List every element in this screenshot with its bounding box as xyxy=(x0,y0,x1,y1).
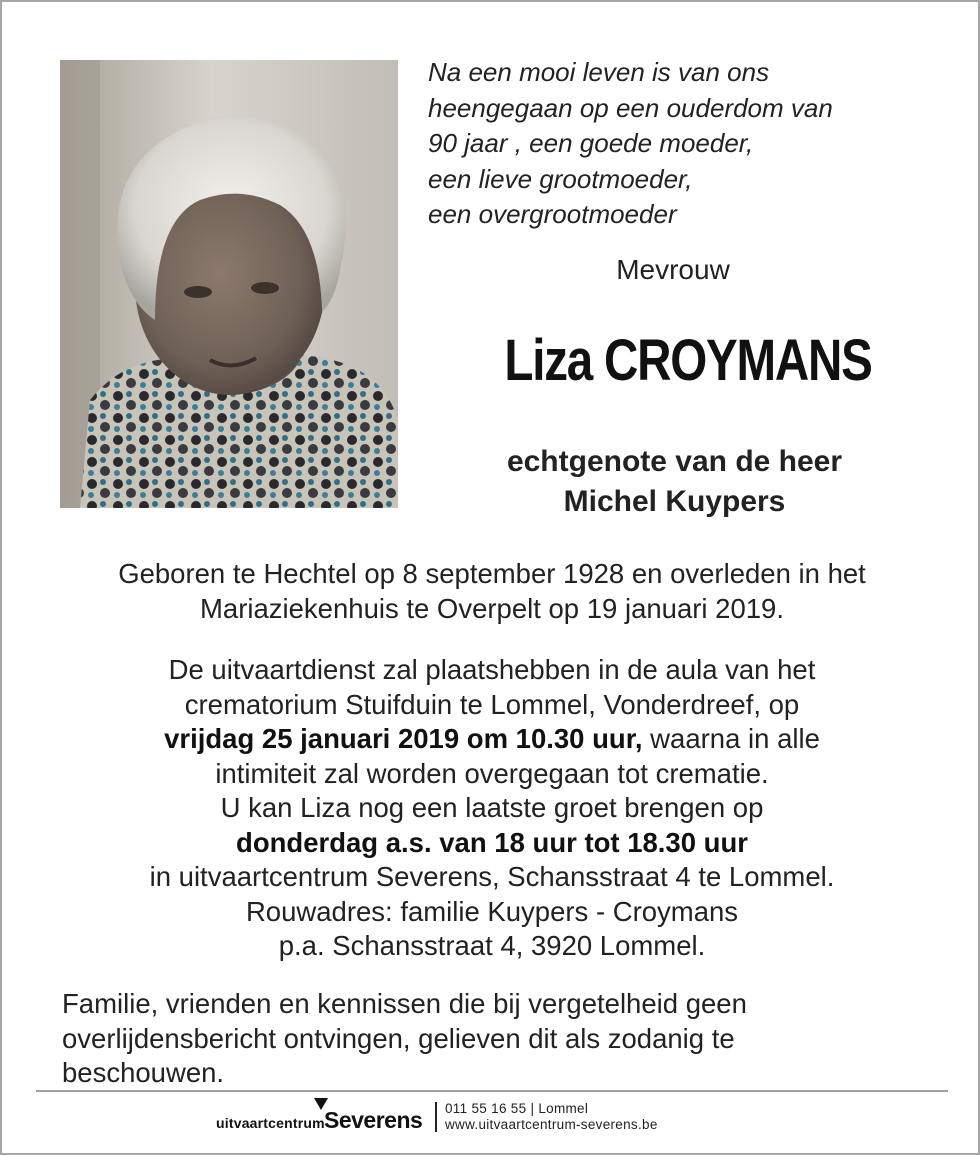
honorific: Mevrouw xyxy=(616,254,730,285)
service-line xyxy=(42,722,942,757)
footer-separator xyxy=(435,1102,437,1132)
visitation-time-text: donderdag a.s. van 18 uur tot 18.30 uur xyxy=(236,826,748,858)
spouse-info xyxy=(422,442,927,522)
visitation-time xyxy=(42,826,942,861)
mourning-address: Rouwadres: familie Kuypers - Croymans xyxy=(245,895,739,927)
footer-contact xyxy=(445,1101,658,1133)
service-line: intimiteit zal worden overgegaan tot crematie. xyxy=(215,757,769,789)
footer xyxy=(2,1092,980,1152)
poem-line: een lieve grootmoeder, xyxy=(428,163,693,194)
poem-line: heengegaan op een ouderdom van xyxy=(428,92,833,123)
phone-location: 011 55 16 55 | Lommel xyxy=(445,1101,589,1116)
brand-label-big: Severens xyxy=(324,1107,423,1133)
poem-line: een overgrootmoeder xyxy=(428,199,677,229)
closing-line: Familie, vrienden en kennissen die bij vergetelheid geen xyxy=(62,988,747,1019)
funeral-service-info xyxy=(42,653,942,964)
closing-note xyxy=(62,987,942,1091)
closing-line: beschouwen. xyxy=(62,1057,225,1088)
service-line: in uitvaartcentrum Severens, Schansstraat 4 te Lommel. xyxy=(149,861,835,892)
website-link[interactable]: www.uitvaartcentrum-severens.be xyxy=(445,1117,658,1132)
poem-line: Na een mooi leven is van ons xyxy=(428,57,770,87)
portrait-illustration xyxy=(60,60,398,508)
poem xyxy=(428,55,948,233)
service-line-rest: waarna in alle xyxy=(642,723,820,754)
poem-line: 90 jaar , een goede moeder, xyxy=(428,128,754,158)
mourning-address: p.a. Schansstraat 4, 3920 Lommel. xyxy=(278,930,706,961)
service-line: U kan Liza nog een laatste groet brengen op xyxy=(220,792,764,823)
spouse-name: Michel Kuypers xyxy=(563,485,786,518)
deceased-name: Liza CROYMANS xyxy=(504,328,872,393)
brand-label-small: uitvaartcentrum xyxy=(216,1115,325,1131)
portrait-photo xyxy=(60,60,398,508)
birth-line: Mariaziekenhuis te Overpelt op 19 januari 2019. xyxy=(200,592,784,624)
birth-death-info xyxy=(42,557,942,626)
spouse-line: echtgenote van de heer xyxy=(506,445,843,478)
service-line: crematorium Stuifduin te Lommel, Vonderdreef, op xyxy=(184,688,800,720)
birth-line: Geboren te Hechtel op 8 september 1928 en overleden in het xyxy=(118,558,866,589)
closing-line: overlijdensbericht ontvingen, gelieven dit als zodanig te xyxy=(62,1022,735,1054)
service-line: De uitvaartdienst zal plaatshebben in de aula van het xyxy=(168,654,816,685)
service-date: vrijdag 25 januari 2019 om 10.30 uur, xyxy=(164,723,643,754)
